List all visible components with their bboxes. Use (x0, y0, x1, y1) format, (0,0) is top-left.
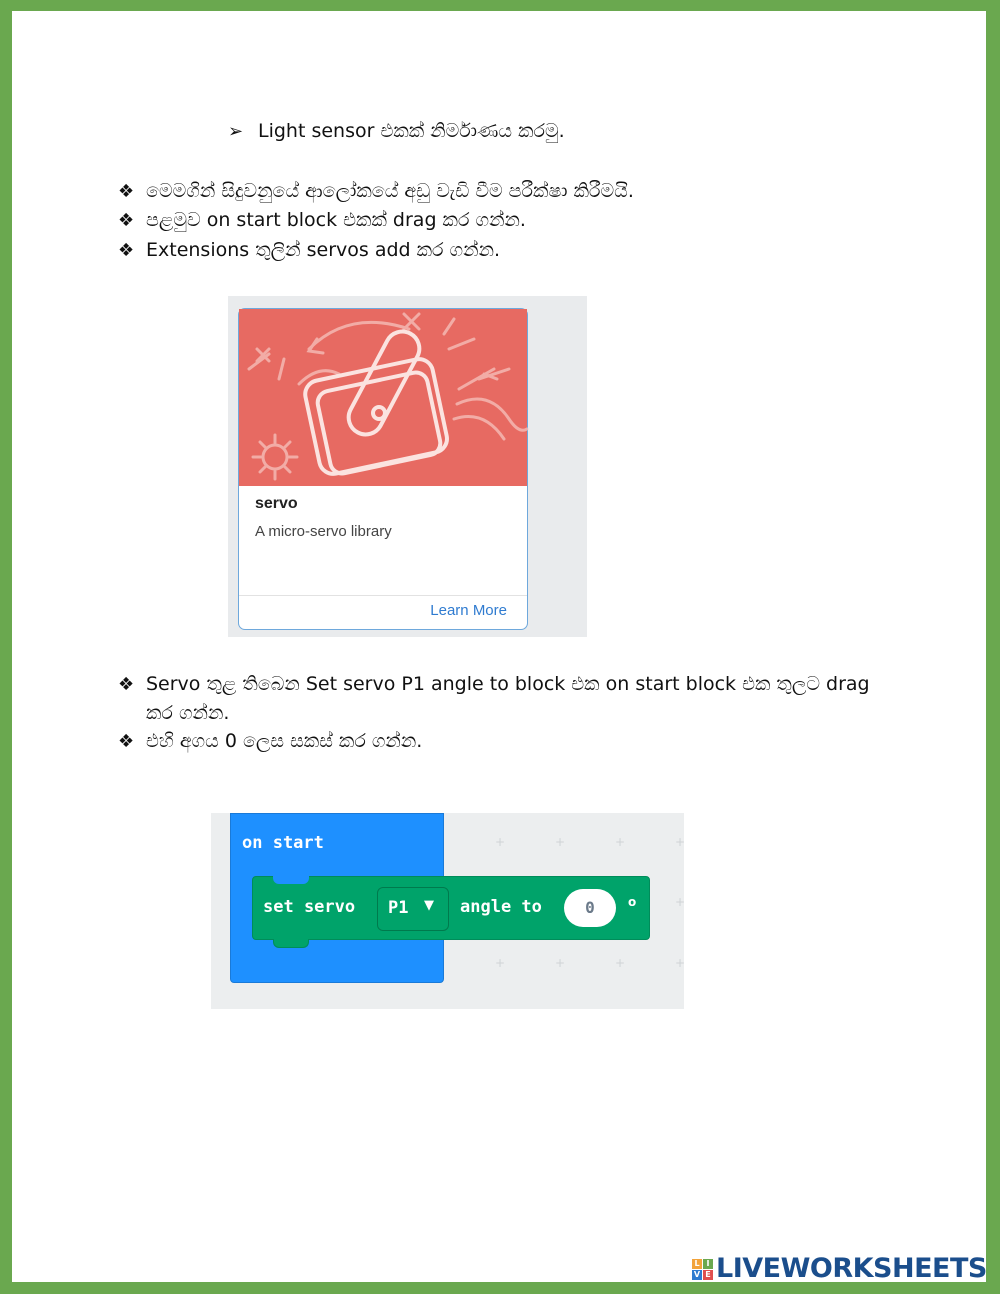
degree-symbol: o (628, 895, 637, 909)
logo-letter: L (692, 1259, 702, 1269)
instruction-item (118, 239, 500, 261)
angle-value-input[interactable]: 0 (564, 889, 616, 927)
diamond-bullet-icon: ❖ (118, 240, 135, 261)
instruction-text: එහි අගය 0 ලෙස සකස් කර ගන්න. (146, 730, 423, 752)
heading-text: Light sensor එකක් නිර්මාණය කරමු. (258, 120, 565, 142)
pin-value: P1 (388, 898, 409, 918)
pin-dropdown[interactable] (377, 887, 449, 931)
grid-plus-icon: + (675, 956, 686, 970)
extension-description: A micro-servo library (255, 523, 392, 540)
servo-extension-card[interactable] (238, 308, 528, 630)
logo-letter: I (703, 1259, 713, 1269)
logo-letter: E (703, 1270, 713, 1280)
diamond-bullet-icon: ❖ (118, 731, 135, 752)
dropdown-caret-icon: ▼ (424, 898, 434, 913)
section-heading (228, 120, 565, 142)
diamond-bullet-icon: ❖ (118, 674, 135, 695)
instruction-item (118, 673, 870, 695)
instruction-item (118, 730, 422, 752)
diamond-bullet-icon: ❖ (118, 210, 135, 231)
instruction-continuation: කර ගන්න. (146, 702, 230, 724)
grid-plus-icon: + (615, 956, 626, 970)
instruction-text: මෙමගින් සිදුවනුයේ ආලෝකයේ අඩු වැඩි වීම පරීක්ෂා කිරීමයි. (146, 180, 634, 202)
set-servo-label: set servo (263, 897, 356, 917)
grid-plus-icon: + (675, 835, 686, 849)
grid-plus-icon: + (615, 835, 626, 849)
grid-plus-icon: + (675, 895, 686, 909)
diamond-bullet-icon: ❖ (118, 181, 135, 202)
on-start-label: on start (242, 833, 324, 853)
servo-arm-icon (239, 309, 527, 486)
instruction-text: Extensions තුලින් servos add කර ගන්න. (146, 239, 501, 261)
servo-illustration (239, 309, 527, 486)
instruction-text: පළමුව on start block එකක් drag කර ගන්න. (146, 209, 526, 231)
makecode-blocks-screenshot (211, 813, 684, 1009)
block-notch (273, 876, 309, 884)
logo-letter: V (693, 1270, 701, 1279)
instruction-text: Servo තුළ තිබෙන Set servo P1 angle to block එක on start block එක තුලට drag (146, 673, 870, 695)
block-tab (273, 939, 309, 948)
angle-to-label: angle to (460, 897, 542, 917)
arrow-bullet-icon: ➢ (228, 121, 244, 142)
instruction-item (118, 209, 526, 231)
instruction-item (118, 180, 634, 202)
grid-plus-icon: + (495, 835, 506, 849)
logo-grid-icon (692, 1259, 714, 1281)
card-divider (239, 595, 527, 596)
grid-plus-icon: + (495, 956, 506, 970)
logo-wordmark: LIVEWORKSHEETS (716, 1253, 987, 1284)
servo-extension-screenshot (228, 296, 587, 637)
grid-plus-icon: + (555, 956, 566, 970)
grid-plus-icon: + (555, 835, 566, 849)
extension-title: servo (255, 495, 298, 512)
learn-more-link[interactable]: Learn More (430, 602, 507, 619)
